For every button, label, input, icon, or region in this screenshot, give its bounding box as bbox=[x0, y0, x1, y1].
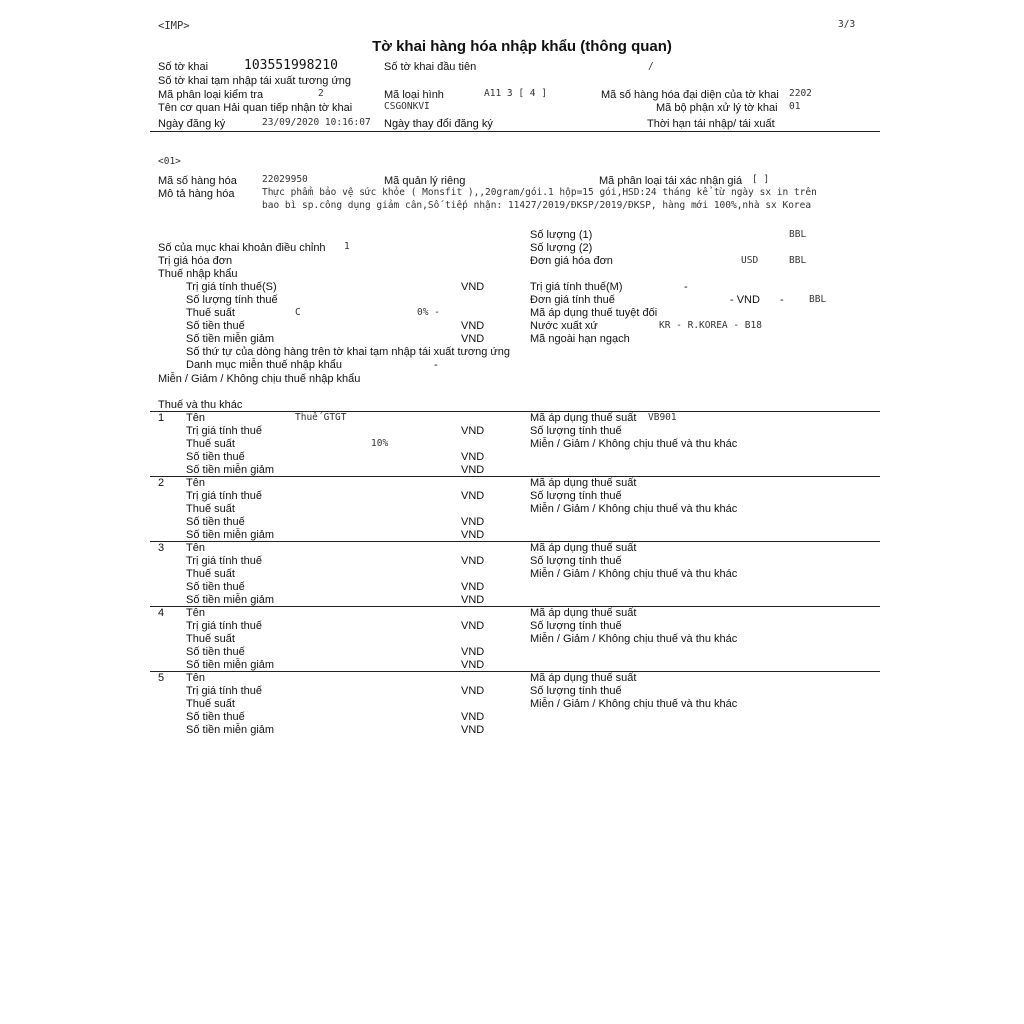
tax-so-luong-label: Số lượng tính thuế bbox=[530, 425, 622, 437]
tax-tri-gia-label: Trị giá tính thuế bbox=[186, 685, 263, 697]
tax-thue-suat-label: Thuế suất bbox=[186, 568, 235, 580]
tai-xac-nhan-value: [ ] bbox=[752, 174, 770, 185]
tax-so-tien-thue-currency: VND bbox=[461, 451, 485, 463]
tax-tri-gia-label: Trị giá tính thuế bbox=[186, 490, 263, 502]
thue-va-thu-khac-heading: Thuế và thu khác bbox=[158, 399, 243, 411]
mo-ta-label: Mô tả hàng hóa bbox=[158, 188, 235, 200]
co-quan-value: CSGONKVI bbox=[384, 101, 430, 112]
thoi-han-label: Thời hạn tái nhập/ tái xuất bbox=[647, 118, 775, 130]
tai-xac-nhan-label: Mã phân loại tái xác nhận giá bbox=[599, 175, 743, 187]
tax-ma-ap-dung-label: Mã áp dụng thuế suất bbox=[530, 672, 637, 684]
don-gia-hoa-don-unit: BBL bbox=[789, 255, 807, 266]
tax-so-tien-mien-giam-currency: VND bbox=[461, 594, 485, 606]
tax-so-tien-mien-giam-currency: VND bbox=[461, 659, 485, 671]
co-quan-label: Tên cơ quan Hải quan tiếp nhận tờ khai bbox=[158, 102, 353, 114]
nuoc-xuat-xu-label: Nước xuất xứ bbox=[530, 320, 598, 332]
ma-loai-hinh-value: A11 3 [ 4 ] bbox=[484, 88, 547, 99]
tax-so-tien-mien-giam-label: Số tiền miễn giảm bbox=[186, 594, 275, 606]
tax-row-number: 2 bbox=[158, 477, 165, 489]
dieu-chinh-label: Số của mục khai khoản điều chỉnh bbox=[158, 242, 326, 254]
mien-giam-nhap-khau-label: Miễn / Giảm / Không chịu thuế nhập khẩu bbox=[158, 373, 361, 385]
page-title: Tờ khai hàng hóa nhập khẩu (thông quan) bbox=[372, 38, 672, 55]
tax-so-tien-mien-giam-currency: VND bbox=[461, 724, 485, 736]
don-gia-tinh-thue-value: - VND bbox=[730, 294, 760, 306]
don-gia-tinh-thue-dash: - bbox=[780, 294, 784, 306]
tax-so-tien-mien-giam-currency: VND bbox=[461, 464, 485, 476]
nuoc-xuat-xu-value: KR - R.KOREA - B18 bbox=[659, 320, 762, 331]
tax-block-divider bbox=[150, 671, 880, 672]
tax-mien-giam-khong-chiu-label: Miễn / Giảm / Không chịu thuế và thu khác bbox=[530, 633, 738, 645]
tax-so-luong-label: Số lượng tính thuế bbox=[530, 490, 622, 502]
tax-so-tien-thue-currency: VND bbox=[461, 646, 485, 658]
so-tien-thue-label: Số tiền thuế bbox=[186, 320, 245, 332]
don-gia-tinh-thue-unit: BBL bbox=[809, 294, 827, 305]
dieu-chinh-value: 1 bbox=[344, 241, 350, 252]
document-tag: <IMP> bbox=[158, 20, 190, 32]
tax-so-luong-label: Số lượng tính thuế bbox=[530, 555, 622, 567]
tax-so-luong-label: Số lượng tính thuế bbox=[530, 685, 622, 697]
tax-so-luong-label: Số lượng tính thuế bbox=[530, 620, 622, 632]
tri-gia-tinh-thue-s-currency: VND bbox=[461, 281, 485, 293]
so-luong-tinh-thue-label: Số lượng tính thuế bbox=[186, 294, 278, 306]
tax-row-number: 1 bbox=[158, 412, 165, 424]
tax-so-tien-thue-label: Số tiền thuế bbox=[186, 451, 245, 463]
tri-gia-tinh-thue-s-label: Trị giá tính thuế(S) bbox=[186, 281, 277, 293]
tax-thue-suat-value: 10% bbox=[371, 438, 389, 449]
tri-gia-tinh-thue-m-label: Trị giá tính thuế(M) bbox=[530, 281, 623, 293]
tax-so-tien-mien-giam-currency: VND bbox=[461, 529, 485, 541]
tax-tri-gia-label: Trị giá tính thuế bbox=[186, 555, 263, 567]
so-tien-mien-giam-currency: VND bbox=[461, 333, 485, 345]
tax-so-tien-thue-currency: VND bbox=[461, 516, 485, 528]
tax-block-divider bbox=[150, 411, 880, 412]
so-luong-1-unit: BBL bbox=[789, 229, 807, 240]
tax-thue-suat-label: Thuế suất bbox=[186, 698, 235, 710]
tax-tri-gia-label: Trị giá tính thuế bbox=[186, 620, 263, 632]
header-divider bbox=[150, 131, 880, 132]
so-to-khai-dau-tien-slash: / bbox=[648, 61, 654, 72]
tax-so-tien-thue-label: Số tiền thuế bbox=[186, 581, 245, 593]
tax-so-tien-mien-giam-label: Số tiền miễn giảm bbox=[186, 529, 275, 541]
danh-muc-mien-thue-dash: - bbox=[434, 359, 438, 371]
so-tien-mien-giam-label: Số tiền miễn giảm bbox=[186, 333, 275, 345]
tax-mien-giam-khong-chiu-label: Miễn / Giảm / Không chịu thuế và thu khác bbox=[530, 438, 738, 450]
tax-tri-gia-currency: VND bbox=[461, 620, 485, 632]
tax-so-tien-mien-giam-label: Số tiền miễn giảm bbox=[186, 724, 275, 736]
phan-loai-kiem-tra-label: Mã phân loại kiểm tra bbox=[158, 89, 264, 101]
tax-row-number: 4 bbox=[158, 607, 165, 619]
bo-phan-value: 01 bbox=[789, 101, 801, 112]
tax-so-tien-thue-label: Số tiền thuế bbox=[186, 646, 245, 658]
tax-name-label: Tên bbox=[186, 477, 205, 489]
ma-so-dai-dien-value: 2202 bbox=[789, 88, 812, 99]
tax-name-label: Tên bbox=[186, 672, 205, 684]
ngoai-han-ngach-label: Mã ngoài hạn ngạch bbox=[530, 333, 630, 345]
ma-so-hang-hoa-label: Mã số hàng hóa bbox=[158, 175, 237, 187]
ma-loai-hinh-label: Mã loại hình bbox=[384, 89, 444, 101]
tax-tri-gia-currency: VND bbox=[461, 490, 485, 502]
tax-block-divider bbox=[150, 476, 880, 477]
tax-so-tien-thue-label: Số tiền thuế bbox=[186, 516, 245, 528]
don-gia-hoa-don-currency: USD bbox=[741, 255, 759, 266]
ma-ad-tuyet-doi-label: Mã áp dụng thuế tuyệt đối bbox=[530, 307, 658, 319]
tax-ma-ap-dung-label: Mã áp dụng thuế suất bbox=[530, 542, 637, 554]
so-luong-1-label: Số lượng (1) bbox=[530, 229, 593, 241]
tax-so-tien-thue-currency: VND bbox=[461, 581, 485, 593]
so-luong-2-label: Số lượng (2) bbox=[530, 242, 593, 254]
so-tien-thue-currency: VND bbox=[461, 320, 485, 332]
tax-mien-giam-khong-chiu-label: Miễn / Giảm / Không chịu thuế và thu khác bbox=[530, 568, 738, 580]
tax-tri-gia-currency: VND bbox=[461, 685, 485, 697]
tax-mien-giam-khong-chiu-label: Miễn / Giảm / Không chịu thuế và thu khác bbox=[530, 698, 738, 710]
mo-ta-line-2: bao bì sp.công dụng giảm cân,Số tiếp nhận: 11427/2019/ĐKSP/2019/ĐKSP, hàng mới 100%,nhà sx Korea bbox=[262, 200, 812, 211]
tax-mien-giam-khong-chiu-label: Miễn / Giảm / Không chịu thuế và thu khác bbox=[530, 503, 738, 515]
tax-thue-suat-label: Thuế suất bbox=[186, 438, 235, 450]
tax-block-divider bbox=[150, 606, 880, 607]
tax-name-value: Thuế GTGT bbox=[295, 412, 347, 423]
tri-gia-tinh-thue-m-dash: - bbox=[684, 281, 688, 293]
so-to-khai-label: Số tờ khai bbox=[158, 61, 209, 73]
bo-phan-label: Mã bộ phận xử lý tờ khai bbox=[656, 102, 778, 114]
tax-so-tien-thue-label: Số tiền thuế bbox=[186, 711, 245, 723]
tax-row-number: 3 bbox=[158, 542, 165, 554]
phan-loai-kiem-tra-value: 2 bbox=[318, 88, 324, 99]
tax-ma-ap-dung-label: Mã áp dụng thuế suất bbox=[530, 477, 637, 489]
danh-muc-mien-thue-label: Danh mục miễn thuế nhập khẩu bbox=[186, 359, 342, 371]
tax-tri-gia-currency: VND bbox=[461, 555, 485, 567]
don-gia-hoa-don-label: Đơn giá hóa đơn bbox=[530, 255, 613, 267]
page-number: 3/3 bbox=[838, 19, 856, 30]
tri-gia-hoa-don-label: Trị giá hóa đơn bbox=[158, 255, 233, 267]
tax-block-divider bbox=[150, 541, 880, 542]
thue-suat-value: 0% - bbox=[417, 307, 440, 318]
tax-thue-suat-label: Thuế suất bbox=[186, 633, 235, 645]
tax-so-tien-mien-giam-label: Số tiền miễn giảm bbox=[186, 464, 275, 476]
thue-suat-label: Thuế suất bbox=[186, 307, 235, 319]
ma-quan-ly-rieng-label: Mã quản lý riêng bbox=[384, 175, 466, 187]
thue-nhap-khau-label: Thuế nhập khẩu bbox=[158, 268, 238, 280]
ngay-thay-doi-label: Ngày thay đổi đăng ký bbox=[384, 118, 493, 130]
thue-suat-code: C bbox=[295, 307, 301, 318]
tax-thue-suat-label: Thuế suất bbox=[186, 503, 235, 515]
ngay-dang-ky-label: Ngày đăng ký bbox=[158, 118, 226, 130]
tax-so-tien-mien-giam-label: Số tiền miễn giảm bbox=[186, 659, 275, 671]
tax-name-label: Tên bbox=[186, 412, 205, 424]
tax-tri-gia-label: Trị giá tính thuế bbox=[186, 425, 263, 437]
item-index: <01> bbox=[158, 156, 181, 167]
ma-so-hang-hoa-value: 22029950 bbox=[262, 174, 308, 185]
tax-name-label: Tên bbox=[186, 542, 205, 554]
tax-ma-ap-dung-value: VB901 bbox=[648, 412, 677, 423]
so-to-khai-value: 103551998210 bbox=[244, 58, 338, 73]
don-gia-tinh-thue-label: Đơn giá tính thuế bbox=[530, 294, 615, 306]
tax-ma-ap-dung-label: Mã áp dụng thuế suất bbox=[530, 607, 637, 619]
ma-so-dai-dien-label: Mã số hàng hóa đại diện của tờ khai bbox=[601, 89, 779, 101]
tax-name-label: Tên bbox=[186, 607, 205, 619]
tax-so-tien-thue-currency: VND bbox=[461, 711, 485, 723]
so-to-khai-dau-tien-label: Số tờ khai đầu tiên bbox=[384, 61, 477, 73]
tax-ma-ap-dung-label: Mã áp dụng thuế suất bbox=[530, 412, 637, 424]
tax-row-number: 5 bbox=[158, 672, 165, 684]
stt-tam-nhap-label: Số thứ tự của dòng hàng trên tờ khai tạm nhập tái xuất tương ứng bbox=[186, 346, 510, 358]
ngay-dang-ky-value: 23/09/2020 10:16:07 bbox=[262, 117, 371, 128]
mo-ta-line-1: Thực phẩm bảo vệ sức khỏe ( Monsfit ),,20gram/gói.1 hộp=15 gói,HSD:24 tháng kể từ ngày sx in trên bbox=[262, 187, 817, 198]
tam-nhap-label: Số tờ khai tạm nhập tái xuất tương ứng bbox=[158, 75, 352, 87]
tax-tri-gia-currency: VND bbox=[461, 425, 485, 437]
